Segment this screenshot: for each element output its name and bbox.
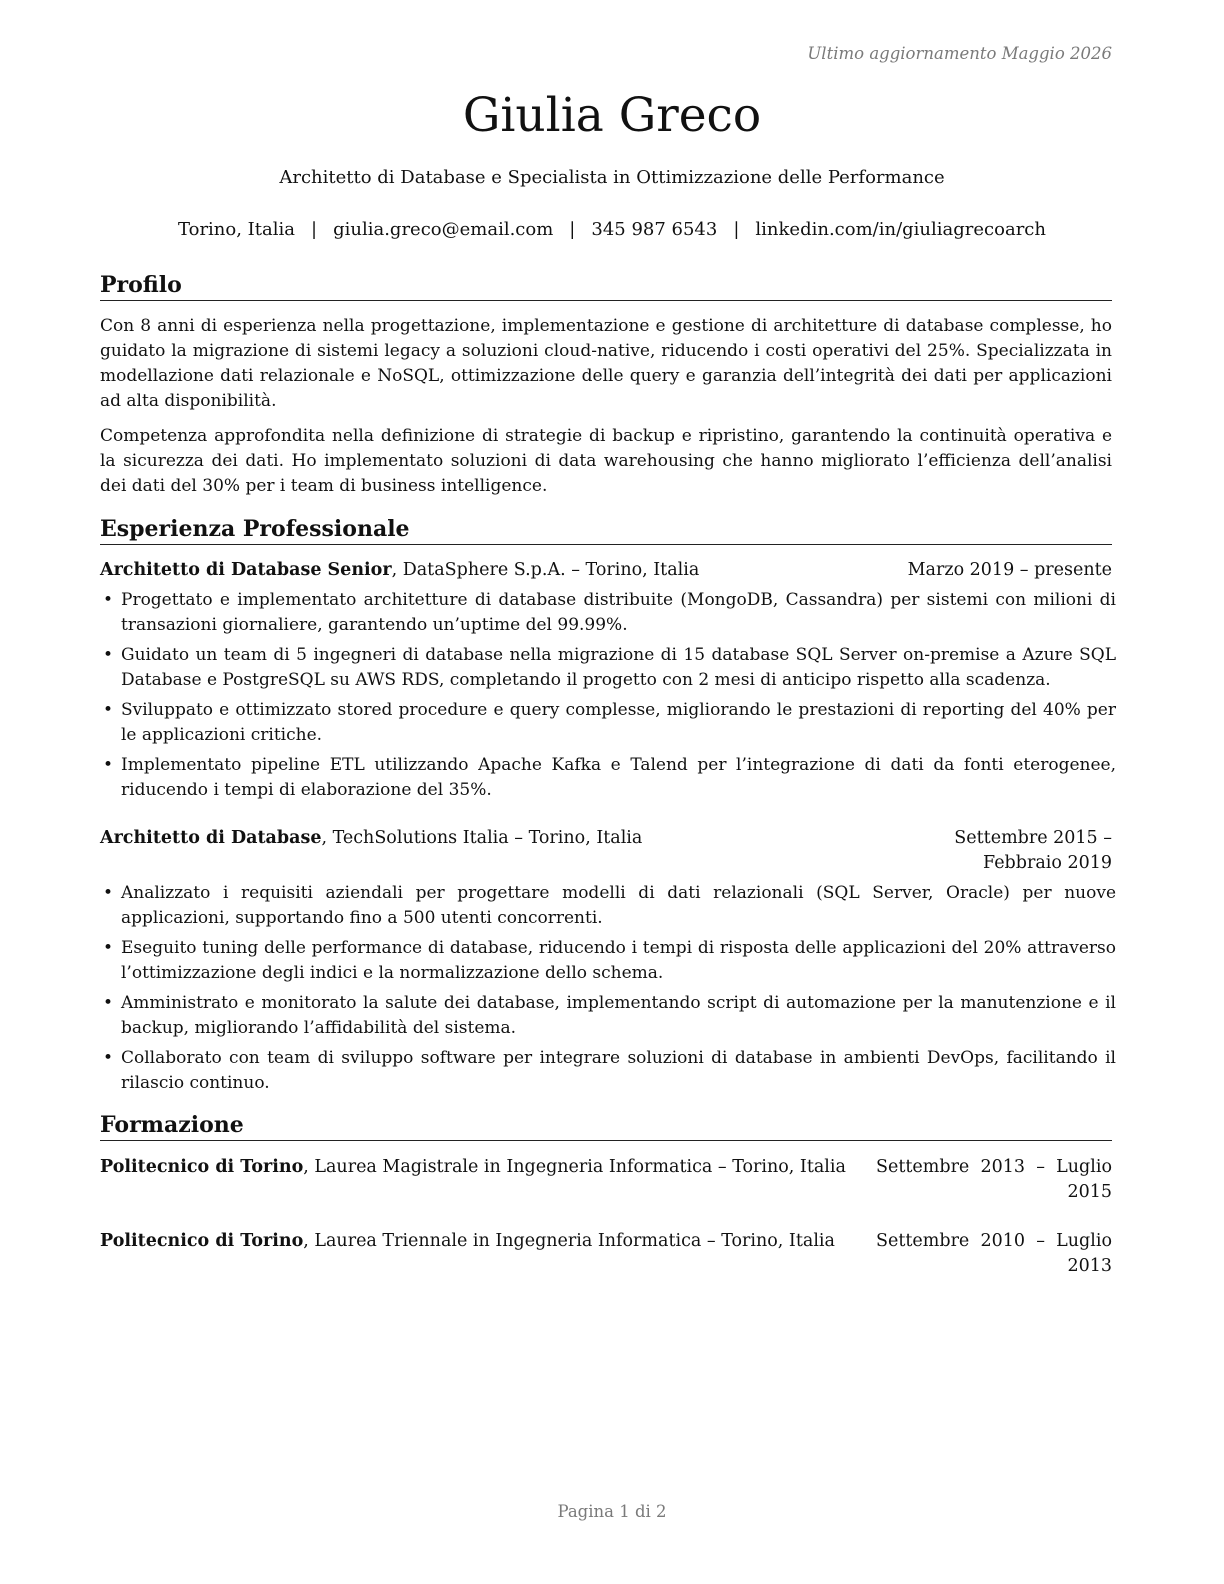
profile-paragraph: Con 8 anni di esperienza nella progettazione, implementazione e gestione di architetture di database complesse, ho guidato la migrazione di sistemi legacy a soluzioni cloud-native, riducendo i costi operativi del 25%. Specializzata in modellazione dati relazionale e NoSQL, ottimizzazione delle query e garanzia dell’integrità dei dati per applicazioni ad alta disponibilità. xyxy=(100,316,1112,411)
contact-separator: | xyxy=(311,219,318,240)
job-bullets xyxy=(100,588,1116,808)
page-number: Pagina 1 di 2 xyxy=(557,1502,667,1521)
list-item: • Implementato pipeline ETL utilizzando Apache Kafka e Talend per l’integrazione di dati da fonti eterogenee, riducendo i tempi di elaborazione del 35%. xyxy=(103,755,1116,800)
last-updated: Ultimo aggiornamento Maggio 2026 xyxy=(807,44,1112,63)
section-title-profile: Profilo xyxy=(100,272,1112,301)
job-bullets xyxy=(100,881,1116,1101)
job-company: , DataSphere S.p.A. – Torino, Italia xyxy=(391,560,700,580)
contact-line xyxy=(0,219,1224,240)
job-role: Architetto di Database Senior xyxy=(100,560,392,580)
list-item: • Eseguito tuning delle performance di database, riducendo i tempi di risposta delle applicazioni del 20% attraverso l’ottimizzazione degli indici e la normalizzazione dello schema. xyxy=(103,938,1116,983)
contact-separator: | xyxy=(569,219,576,240)
list-item: • Progettato e implementato architetture di database distribuite (MongoDB, Cassandra) per sistemi con milioni di transazioni giornaliere, garantendo un’uptime del 99.99%. xyxy=(103,590,1116,635)
section-title-education: Formazione xyxy=(100,1112,1112,1141)
candidate-name: Giulia Greco xyxy=(462,88,762,143)
list-item: • Guidato un team di 5 ingegneri di database nella migrazione di 15 database SQL Server on-premise a Azure SQL Database e PostgreSQL su AWS RDS, completando il progetto con 2 mesi di anticipo rispetto alla scadenza. xyxy=(103,645,1116,690)
education-degree: , Laurea Triennale in Ingegneria Informatica – Torino, Italia xyxy=(303,1231,835,1251)
contact-separator: | xyxy=(733,219,740,240)
candidate-subtitle: Architetto di Database e Specialista in Ottimizzazione delle Performance xyxy=(279,167,945,188)
education-school: Politecnico di Torino xyxy=(100,1157,304,1177)
profile-paragraph: Competenza approfondita nella definizione di strategie di backup e ripristino, garantendo la continuità operativa e la sicurezza dei dati. Ho implementato soluzioni di data warehousing che hanno migliorato l’efficienza dell’analisi dei dati del 30% per i team di business intelligence. xyxy=(100,426,1112,496)
section-title-experience: Esperienza Professionale xyxy=(100,516,1112,545)
list-item: • Amministrato e monitorato la salute dei database, implementando script di automazione per la manutenzione e il backup, migliorando l’affidabilità del sistema. xyxy=(103,993,1116,1038)
education-dates: Settembre 2010 – Luglio 2013 xyxy=(876,1231,1112,1276)
education-dates: Settembre 2013 – Luglio 2015 xyxy=(876,1157,1112,1202)
list-item: • Sviluppato e ottimizzato stored procedure e query complesse, migliorando le prestazioni di reporting del 40% per le applicazioni critiche. xyxy=(103,700,1116,745)
education-school: Politecnico di Torino xyxy=(100,1231,304,1251)
job-dates: Settembre 2015 – Febbraio 2019 xyxy=(954,828,1112,873)
contact-email[interactable]: giulia.greco@email.com xyxy=(333,219,554,240)
job-dates: Marzo 2019 – presente xyxy=(907,560,1112,580)
list-item: • Analizzato i requisiti aziendali per progettare modelli di dati relazionali (SQL Server, Oracle) per nuove applicazioni, supportando fino a 500 utenti concorrenti. xyxy=(103,883,1116,928)
contact-linkedin[interactable]: linkedin.com/in/giuliagrecoarch xyxy=(755,219,1046,240)
contact-location: Torino, Italia xyxy=(178,219,295,240)
list-item: • Collaborato con team di sviluppo software per integrare soluzioni di database in ambienti DevOps, facilitando il rilascio continuo. xyxy=(103,1048,1116,1093)
job-role: Architetto di Database xyxy=(100,828,322,848)
contact-phone: 345 987 6543 xyxy=(591,219,718,240)
job-company: , TechSolutions Italia – Torino, Italia xyxy=(321,828,643,848)
education-degree: , Laurea Magistrale in Ingegneria Informatica – Torino, Italia xyxy=(303,1157,846,1177)
